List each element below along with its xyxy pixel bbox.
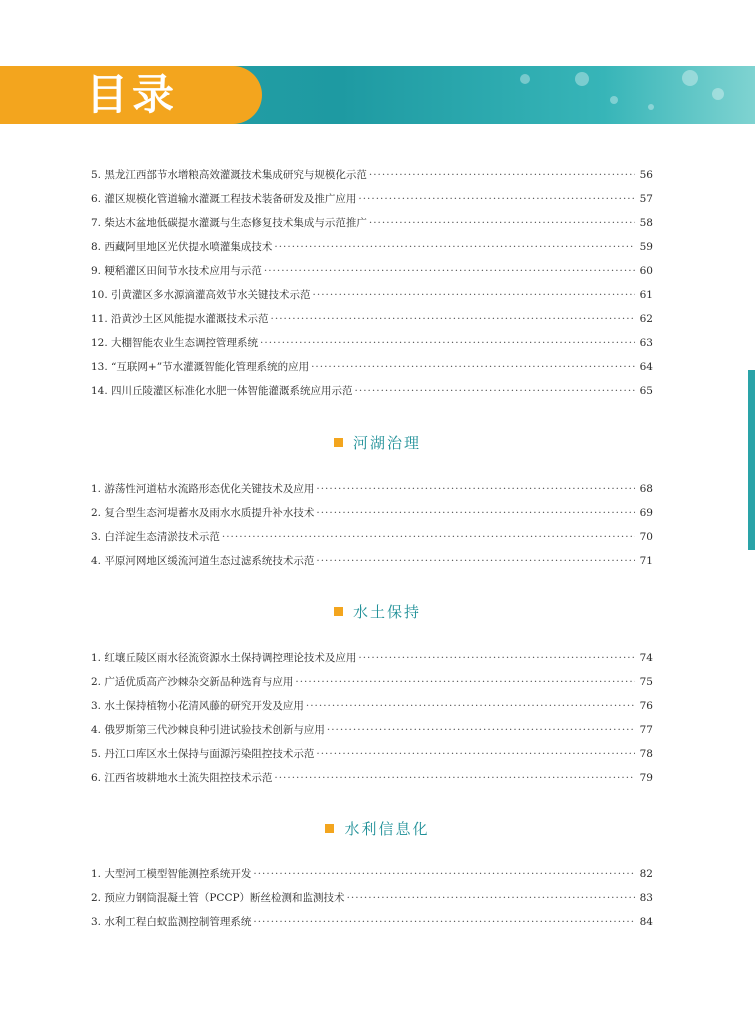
leader-dots xyxy=(274,235,635,259)
title-tab xyxy=(0,66,262,124)
bubble-decoration xyxy=(610,96,618,104)
section-square-icon xyxy=(325,824,334,833)
leader-dots xyxy=(347,886,635,910)
leader-dots xyxy=(358,187,635,211)
leader-dots xyxy=(327,718,635,742)
leader-dots xyxy=(316,477,635,501)
toc-entry[interactable]: 3. 水土保持植物小花清风藤的研究开发及应用 ····· 76 xyxy=(91,694,653,718)
leader-dots xyxy=(355,379,635,403)
bubble-decoration xyxy=(520,74,530,84)
leader-dots xyxy=(369,211,635,235)
toc-group-river xyxy=(91,477,653,573)
bubble-decoration xyxy=(682,70,698,86)
leader-dots xyxy=(369,163,635,187)
toc-group-informatization xyxy=(91,862,653,934)
leader-dots xyxy=(311,355,635,379)
leader-dots xyxy=(316,742,635,766)
toc-entry[interactable]: 7. 柴达木盆地低碳提水灌溉与生态修复技术集成与示范推广 ····· 58 xyxy=(91,211,653,235)
toc-group-soil xyxy=(91,646,653,790)
section-square-icon xyxy=(334,438,343,447)
leader-dots xyxy=(358,646,635,670)
section-heading-river: 河湖治理 xyxy=(0,432,755,453)
leader-dots xyxy=(306,694,635,718)
leader-dots xyxy=(295,670,635,694)
bubble-decoration xyxy=(648,104,654,110)
section-square-icon xyxy=(334,607,343,616)
leader-dots xyxy=(260,331,635,355)
leader-dots xyxy=(274,766,635,790)
bubble-decoration xyxy=(575,72,589,86)
toc-entry[interactable]: 12. 大棚智能农业生态调控管理系统 ····· 63 xyxy=(91,331,653,355)
toc-entry[interactable]: 11. 沿黄沙土区风能提水灌溉技术示范 ····· 62 xyxy=(91,307,653,331)
toc-entry[interactable]: 14. 四川丘陵灌区标准化水肥一体智能灌溉系统应用示范 ····· 65 xyxy=(91,379,653,403)
leader-dots xyxy=(271,307,635,331)
leader-dots xyxy=(253,910,635,934)
toc-entry[interactable]: 6. 江西省坡耕地水土流失阻控技术示范 ····· 79 xyxy=(91,766,653,790)
toc-entry[interactable]: 4. 平原河网地区缓流河道生态过滤系统技术示范 ····· 71 xyxy=(91,549,653,573)
toc-entry[interactable]: 1. 游荡性河道枯水流路形态优化关键技术及应用 ····· 68 xyxy=(91,477,653,501)
toc-entry[interactable]: 8. 西藏阿里地区光伏提水喷灌集成技术 ····· 59 xyxy=(91,235,653,259)
leader-dots xyxy=(313,283,635,307)
toc-entry[interactable]: 10. 引黄灌区多水源滴灌高效节水关键技术示范 ····· 61 xyxy=(91,283,653,307)
toc-entry[interactable]: 1. 红壤丘陵区雨水径流资源水土保持调控理论技术及应用 ····· 74 xyxy=(91,646,653,670)
leader-dots xyxy=(222,525,635,549)
leader-dots xyxy=(264,259,635,283)
leader-dots xyxy=(316,501,635,525)
toc-entry[interactable]: 3. 水利工程白蚁监测控制管理系统 ····· 84 xyxy=(91,910,653,934)
toc-entry[interactable]: 5. 丹江口库区水土保持与面源污染阻控技术示范 ····· 78 xyxy=(91,742,653,766)
toc-entry[interactable]: 1. 大型河工模型智能测控系统开发 ····· 82 xyxy=(91,862,653,886)
toc-entry[interactable]: 9. 粳稻灌区田间节水技术应用与示范 ····· 60 xyxy=(91,259,653,283)
toc-entry[interactable]: 6. 灌区规模化管道输水灌溉工程技术装备研发及推广应用 ····· 57 xyxy=(91,187,653,211)
bubble-decoration xyxy=(712,88,724,100)
toc-group-irrigation xyxy=(91,163,653,403)
section-heading-informatization: 水利信息化 xyxy=(0,818,755,839)
leader-dots xyxy=(316,549,635,573)
section-heading-soil: 水土保持 xyxy=(0,601,755,622)
side-tab-marker xyxy=(748,370,755,550)
toc-entry[interactable]: 2. 广适优质高产沙棘杂交新品种选育与应用 ····· 75 xyxy=(91,670,653,694)
toc-entry[interactable]: 3. 白洋淀生态清淤技术示范 ····· 70 xyxy=(91,525,653,549)
toc-entry[interactable]: 2. 复合型生态河堤蓄水及雨水水质提升补水技术 ····· 69 xyxy=(91,501,653,525)
toc-entry[interactable]: 13. “互联网+”节水灌溉智能化管理系统的应用 ····· 64 xyxy=(91,355,653,379)
page-title: 目录 xyxy=(86,70,179,119)
header-banner xyxy=(0,66,755,124)
leader-dots xyxy=(253,862,635,886)
toc-entry[interactable]: 4. 俄罗斯第三代沙棘良种引进试验技术创新与应用 ····· 77 xyxy=(91,718,653,742)
toc-entry[interactable]: 2. 预应力钢筒混凝土管（PCCP）断丝检测和监测技术 ····· 83 xyxy=(91,886,653,910)
toc-entry[interactable]: 5. 黑龙江西部节水增粮高效灌溉技术集成研究与规模化示范 ····· 56 xyxy=(91,163,653,187)
